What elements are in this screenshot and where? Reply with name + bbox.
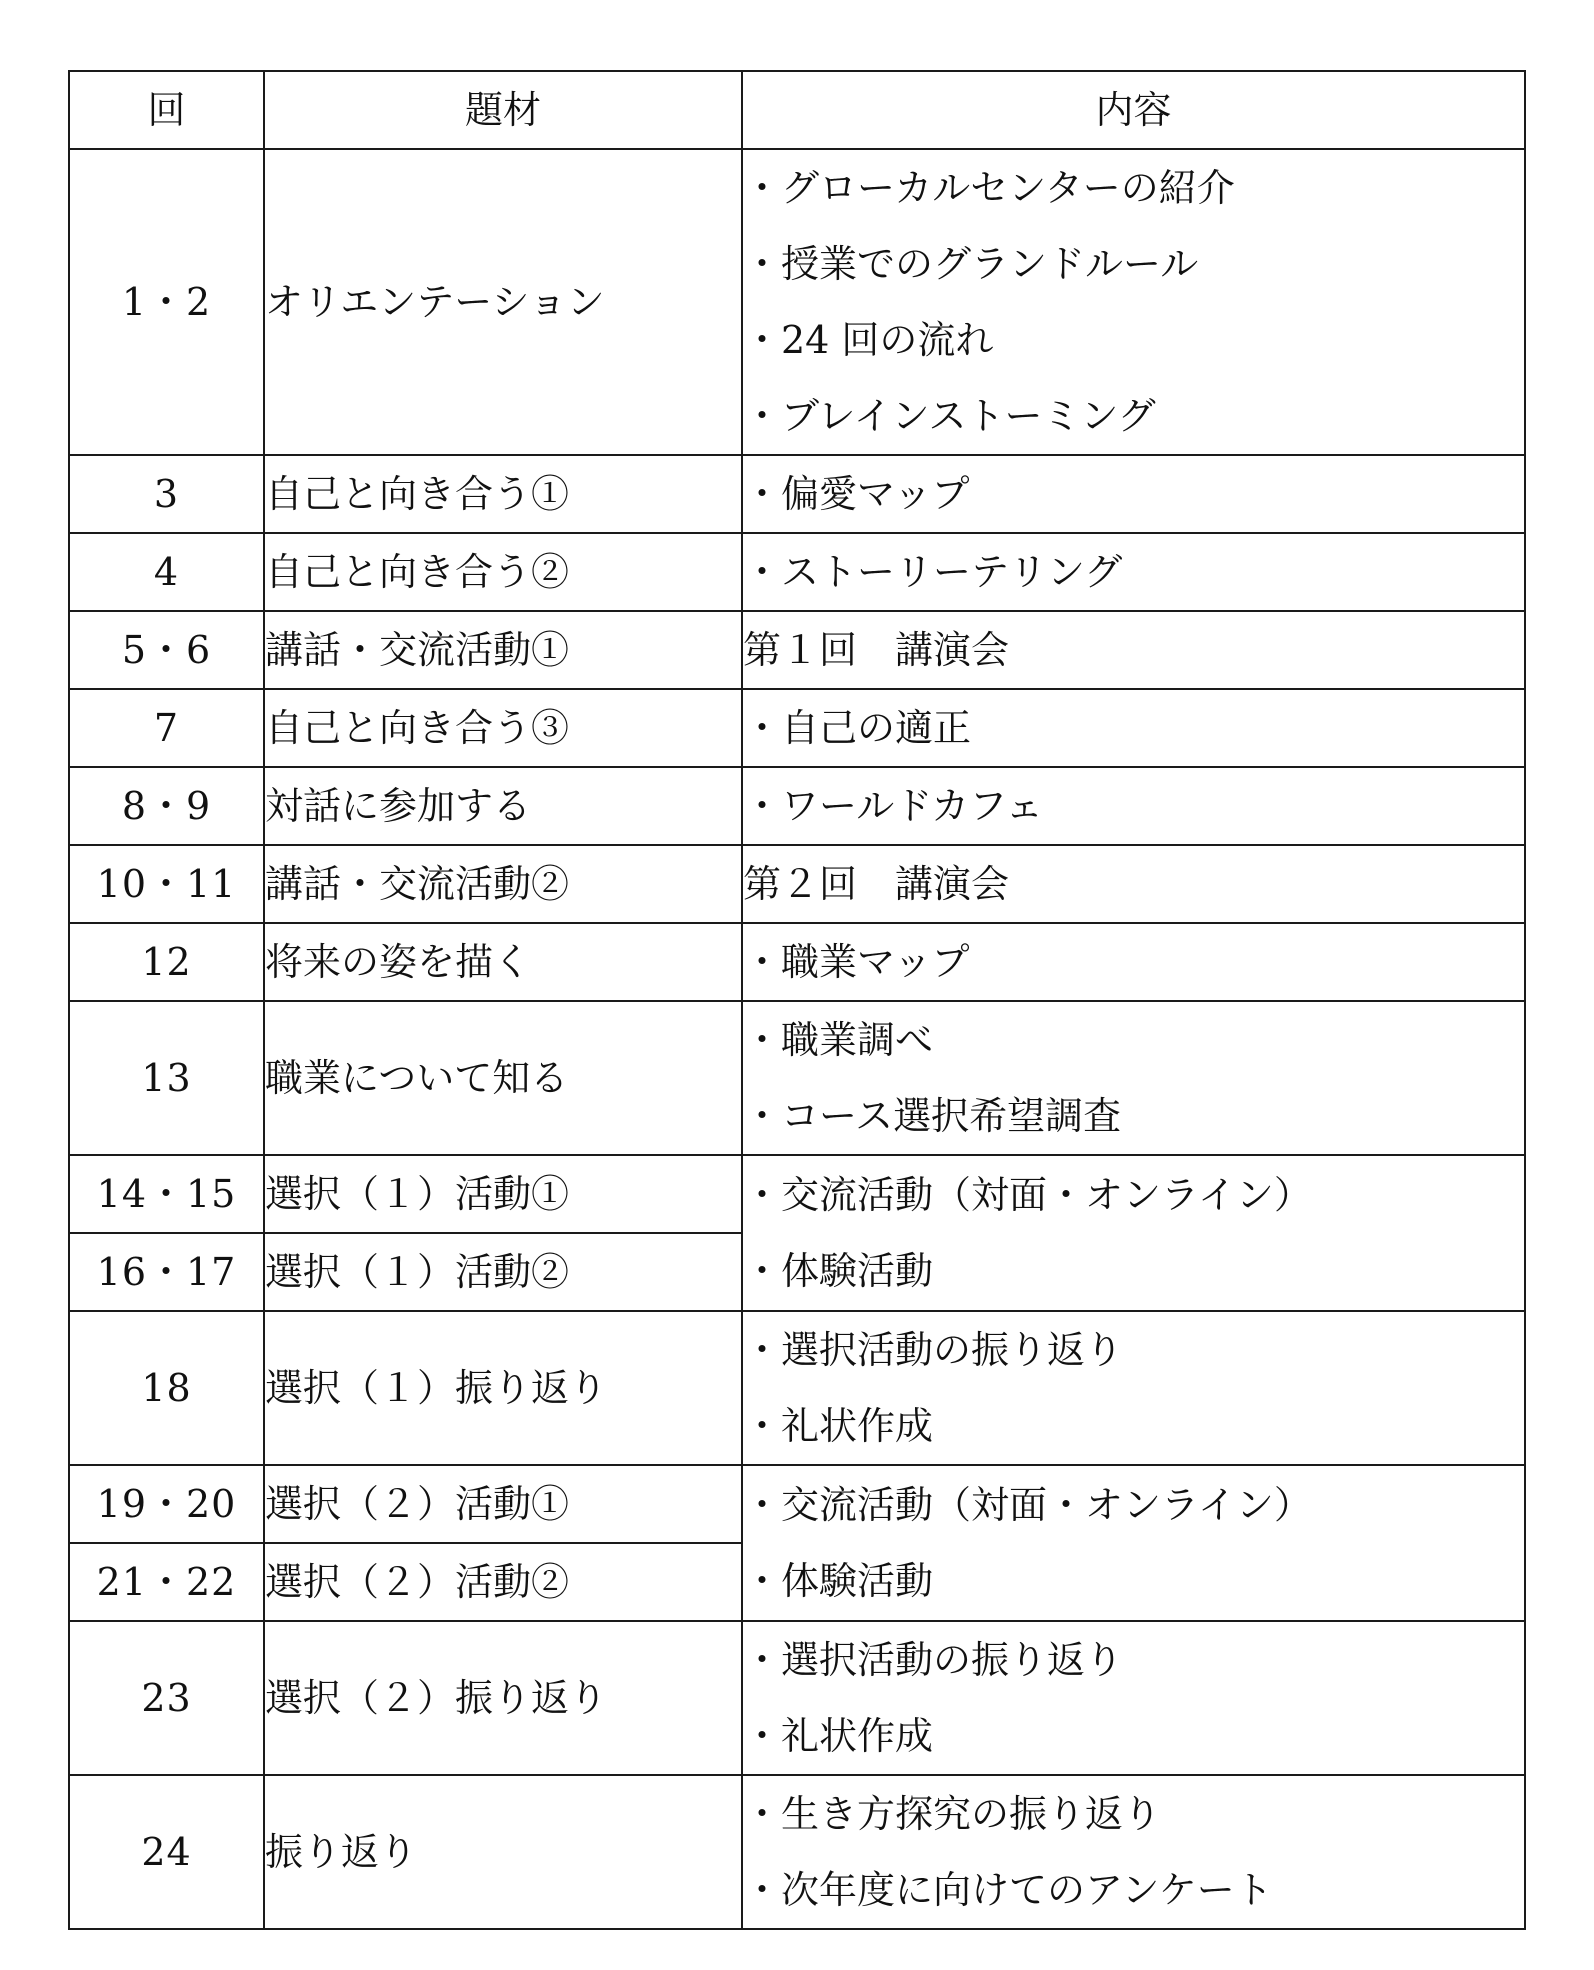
content-cell <box>742 845 1525 923</box>
content-cell <box>742 1311 1525 1465</box>
table-row <box>69 767 1525 845</box>
session-number: 19・20 <box>69 1465 264 1543</box>
topic-cell: 振り返り <box>264 1775 742 1929</box>
content-line: ・授業でのグランドルール <box>743 242 1199 286</box>
table-row <box>69 1775 1525 1929</box>
content-cell <box>742 149 1525 455</box>
session-number: 21・22 <box>69 1543 264 1621</box>
content-line: ・次年度に向けてのアンケート <box>743 1868 1273 1912</box>
table-row <box>69 1311 1525 1465</box>
content-cell <box>742 533 1525 611</box>
header-session: 回 <box>69 71 264 149</box>
session-number: 24 <box>69 1775 264 1929</box>
content-cell <box>742 923 1525 1001</box>
content-line: ・自己の適正 <box>743 706 972 750</box>
content-line: ・選択活動の振り返り <box>743 1328 1124 1372</box>
content-line: ・選択活動の振り返り <box>743 1638 1124 1682</box>
content-cell <box>742 1621 1525 1775</box>
session-number: 8・9 <box>69 767 264 845</box>
table-row <box>69 923 1525 1001</box>
session-number: 13 <box>69 1001 264 1155</box>
topic-cell: 選択（２）活動② <box>264 1543 742 1621</box>
content-line: ・礼状作成 <box>743 1404 934 1448</box>
topic-cell: 自己と向き合う① <box>264 455 742 533</box>
content-line: ・生き方探究の振り返り <box>743 1792 1162 1836</box>
content-line: ・24 回の流れ <box>743 318 994 362</box>
topic-cell: 講話・交流活動② <box>264 845 742 923</box>
header-content: 内容 <box>742 71 1525 149</box>
session-number: 10・11 <box>69 845 264 923</box>
table-row <box>69 845 1525 923</box>
content-cell <box>742 767 1525 845</box>
topic-cell: 選択（１）振り返り <box>264 1311 742 1465</box>
session-number: 14・15 <box>69 1155 264 1233</box>
table-row <box>69 149 1525 455</box>
content-line: ・ワールドカフェ <box>743 784 1044 828</box>
content-line: ・ブレインストーミング <box>743 394 1156 438</box>
topic-cell: オリエンテーション <box>264 149 742 455</box>
content-line: ・礼状作成 <box>743 1714 934 1758</box>
topic-cell: 対話に参加する <box>264 767 742 845</box>
topic-cell: 選択（１）活動② <box>264 1233 742 1311</box>
header-topic: 題材 <box>264 71 742 149</box>
topic-cell: 職業について知る <box>264 1001 742 1155</box>
topic-cell: 将来の姿を描く <box>264 923 742 1001</box>
session-number: 7 <box>69 689 264 767</box>
session-number: 1・2 <box>69 149 264 455</box>
content-line: 第２回 講演会 <box>743 862 1010 906</box>
topic-cell: 選択（２）振り返り <box>264 1621 742 1775</box>
table-row <box>69 1001 1525 1155</box>
session-number: 23 <box>69 1621 264 1775</box>
table-row <box>69 1621 1525 1775</box>
content-line: ・体験活動 <box>743 1249 934 1293</box>
content-cell <box>742 455 1525 533</box>
session-number: 5・6 <box>69 611 264 689</box>
table-header <box>69 71 1525 149</box>
session-number: 4 <box>69 533 264 611</box>
content-line: ・ストーリーテリング <box>743 550 1123 594</box>
content-cell <box>742 1001 1525 1155</box>
table-row <box>69 455 1525 533</box>
session-number: 18 <box>69 1311 264 1465</box>
content-cell <box>742 1465 1525 1621</box>
session-number: 12 <box>69 923 264 1001</box>
content-line: ・グローカルセンターの紹介 <box>743 166 1235 210</box>
table-row <box>69 1465 1525 1543</box>
topic-cell: 選択（２）活動① <box>264 1465 742 1543</box>
content-line: ・コース選択希望調査 <box>743 1094 1122 1138</box>
content-cell <box>742 689 1525 767</box>
content-line: ・体験活動 <box>743 1559 934 1603</box>
table-row <box>69 1155 1525 1233</box>
session-number: 16・17 <box>69 1233 264 1311</box>
table-row <box>69 611 1525 689</box>
content-line: ・職業調べ <box>743 1018 934 1062</box>
table-row <box>69 533 1525 611</box>
session-number: 3 <box>69 455 264 533</box>
content-line: ・交流活動（対面・オンライン） <box>743 1173 1312 1217</box>
content-cell <box>742 1155 1525 1311</box>
content-cell <box>742 611 1525 689</box>
topic-cell: 選択（１）活動① <box>264 1155 742 1233</box>
content-line: ・交流活動（対面・オンライン） <box>743 1483 1312 1527</box>
content-line: 第１回 講演会 <box>743 628 1010 672</box>
schedule-table <box>68 70 1526 1930</box>
topic-cell: 自己と向き合う③ <box>264 689 742 767</box>
table-row <box>69 689 1525 767</box>
topic-cell: 自己と向き合う② <box>264 533 742 611</box>
content-line: ・偏愛マップ <box>743 472 970 516</box>
content-cell <box>742 1775 1525 1929</box>
topic-cell: 講話・交流活動① <box>264 611 742 689</box>
content-line: ・職業マップ <box>743 940 970 984</box>
